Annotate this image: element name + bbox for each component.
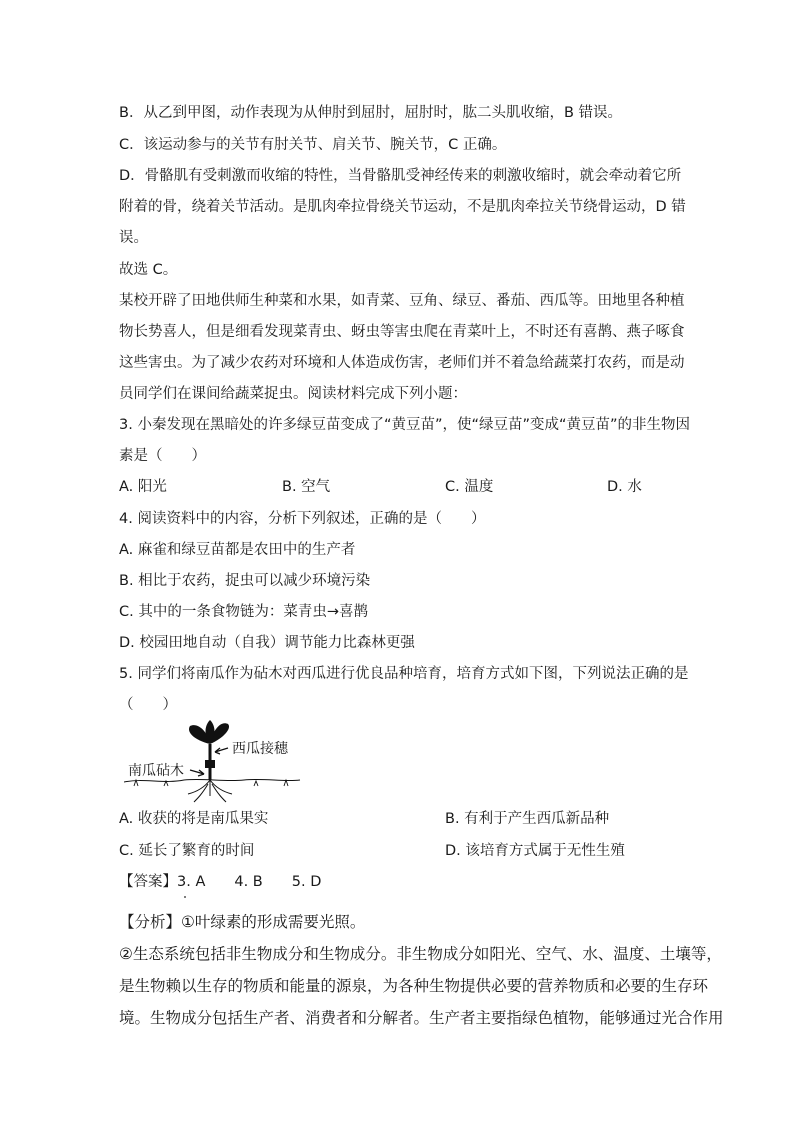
- analysis-option-d-line3: 误。: [119, 230, 148, 246]
- scion-label: 西瓜接穗: [232, 741, 288, 757]
- material-line1: 某校开辟了田地供师生种菜和水果，如青菜、豆角、绿豆、番茄、西瓜等。田地里各种植: [119, 293, 685, 309]
- grafting-figure: [124, 718, 324, 806]
- stray-dot: [184, 896, 186, 898]
- q5-stem-line2: （ ）: [119, 697, 177, 713]
- q5-stem-line1: 5. 同学们将南瓜作为砧木对西瓜进行优良品种培育，培育方式如下图，下列说法正确的是: [119, 666, 689, 682]
- analysis-line2: ②生态系统包括非生物成分和生物成分。非生物成分如阳光、空气、水、温度、土壤等，: [119, 945, 722, 963]
- q3-option-c: C. 温度: [445, 479, 494, 495]
- analysis-option-b: B．从乙到甲图，动作表现为从伸肘到屈肘，屈肘时，肱二头肌收缩，B 错误。: [119, 105, 623, 121]
- q4-stem: 4. 阅读资料中的内容，分析下列叙述，正确的是（ ）: [119, 511, 486, 527]
- answer-line: 【答案】3. A 4. B 5. D: [119, 874, 322, 890]
- q5-option-b: B. 有利于产生西瓜新品种: [445, 811, 610, 827]
- rootstock-label: 南瓜砧木: [128, 763, 184, 779]
- analysis-line1: 【分析】①叶绿素的形成需要光照。: [119, 913, 366, 931]
- analysis-option-d-line1: D．骨骼肌有受刺激而收缩的特性，当骨骼肌受神经传来的刺激收缩时，就会牵动着它所: [119, 168, 682, 184]
- analysis-line4: 境。生物成分包括生产者、消费者和分解者。生产者主要指绿色植物，能够通过光合作用: [119, 1009, 724, 1027]
- previous-answer: 故选 C。: [119, 262, 178, 278]
- q3-option-d: D. 水: [607, 479, 642, 495]
- q4-option-c: C. 其中的一条食物链为：菜青虫→喜鹊: [119, 604, 368, 620]
- material-line3: 这些害虫。为了减少农药对环境和人体造成伤害，老师们并不着急给蔬菜打农药，而是动: [119, 355, 685, 371]
- analysis-option-c: C．该运动参与的关节有肘关节、肩关节、腕关节，C 正确。: [119, 137, 507, 153]
- q4-option-a: A. 麻雀和绿豆苗都是农田中的生产者: [119, 542, 356, 558]
- analysis-option-d-line2: 附着的骨，绕着关节活动。是肌肉牵拉骨绕关节运动，不是肌肉牵拉关节绕骨运动，D 错: [119, 199, 686, 215]
- analysis-line3: 是生物赖以生存的物质和能量的源泉，为各种生物提供必要的营养物质和必要的生存环: [119, 977, 709, 995]
- material-line4: 员同学们在课间给蔬菜捉虫。阅读材料完成下列小题：: [119, 386, 467, 402]
- q5-option-d: D. 该培育方式属于无性生殖: [445, 843, 625, 859]
- q5-option-c: C. 延长了繁育的时间: [119, 843, 255, 859]
- material-line2: 物长势喜人，但是细看发现菜青虫、蚜虫等害虫爬在青菜叶上，不时还有喜鹊、燕子啄食: [119, 324, 685, 340]
- q4-option-b: B. 相比于农药，捉虫可以减少环境污染: [119, 573, 371, 589]
- q3-option-a: A. 阳光: [119, 479, 167, 495]
- q5-option-a: A. 收获的将是南瓜果实: [119, 811, 269, 827]
- q4-option-d: D. 校园田地自动（自我）调节能力比森林更强: [119, 635, 415, 651]
- q3-stem-line1: 3. 小秦发现在黑暗处的许多绿豆苗变成了“黄豆苗”，使“绿豆苗”变成“黄豆苗”的非生物因: [119, 417, 691, 433]
- q3-stem-line2: 素是（ ）: [119, 448, 206, 464]
- q3-option-b: B. 空气: [282, 479, 331, 495]
